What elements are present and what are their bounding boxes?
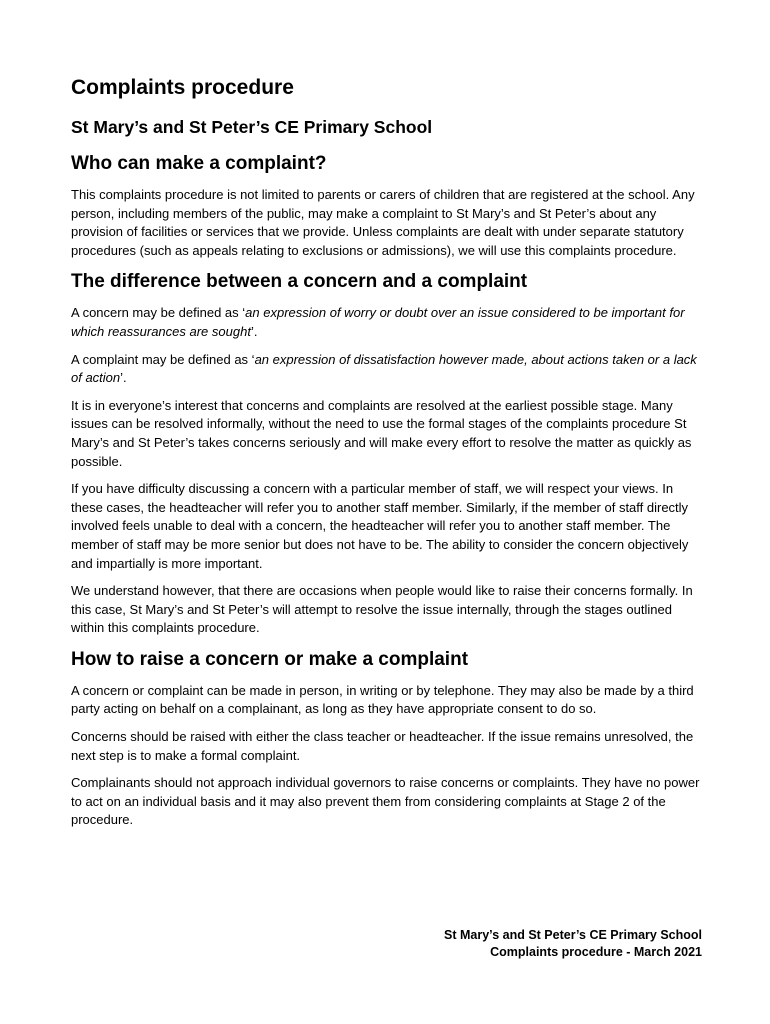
definition-suffix: ’. — [120, 370, 127, 386]
definition-suffix: ’. — [250, 323, 258, 339]
definition-quote: an expression of dissatisfaction however made, about actions taken or a lack of action — [71, 351, 697, 386]
section-heading: The difference between a concern and a complaint — [71, 271, 528, 293]
definition-quote: an expression of worry or doubt over an issue considered to be important for which reassurances are sought — [71, 305, 685, 339]
complaint-definition — [71, 351, 703, 388]
definition-prefix: A concern may be defined as ‘ — [71, 305, 246, 321]
page-footer — [444, 927, 702, 961]
footer-school-name: St Mary’s and St Peter’s CE Primary School — [444, 928, 702, 942]
section-heading: How to raise a concern or make a complaint — [71, 648, 469, 670]
section-concern-vs-complaint — [71, 269, 703, 638]
paragraph: If you have difficulty discussing a concern with a particular member of staff, we will respect your views. In these cases, the headteacher will refer you to another staff member. Similarly, if the member of staff directly involved feels unable to deal with a concern, the headteacher will refer you to another staff member. The member of staff may be more senior but does not have to be. The ability to consider the concern objectively and impartially is more important. — [71, 481, 689, 571]
definition-prefix: A complaint may be defined as ‘ — [71, 351, 255, 367]
concern-definition — [71, 304, 703, 341]
document-page — [71, 74, 703, 839]
paragraph: A concern or complaint can be made in person, in writing or by telephone. They may also be made by a third party acting on behalf on a complainant, as long as they have appropriate consent to do so. — [71, 682, 694, 717]
paragraph: Complainants should not approach individual governors to raise concerns or complaints. They have no power to act on an individual basis and it may also prevent them from considering complaints at Stage 2 of the procedure. — [71, 775, 700, 828]
school-name-heading: St Mary’s and St Peter’s CE Primary School — [71, 117, 433, 137]
paragraph: Concerns should be raised with either the class teacher or headteacher. If the issue remains unresolved, the next step is to make a formal complaint. — [71, 729, 694, 763]
document-title: Complaints procedure — [71, 76, 294, 99]
section-heading: Who can make a complaint? — [71, 153, 327, 174]
section-who-can-complain — [71, 151, 703, 260]
paragraph: It is in everyone’s interest that concerns and complaints are resolved at the earliest possible stage. Many issues can be resolved informally, without the need to use the formal stages of the complaints procedure St Mary’s and St Peter’s takes concerns seriously and will make every effort to resolve the matter as quickly as possible. — [71, 397, 692, 469]
section-how-to-raise — [71, 647, 703, 830]
footer-document-info: Complaints procedure - March 2021 — [490, 945, 702, 959]
paragraph: This complaints procedure is not limited to parents or carers of children that are registered at the school. Any person, including members of the public, may make a complaint to St Mary’s and St Peter’s about any provision of facilities or services that we provide. Unless complaints are dealt with under separate statutory procedures (such as appeals relating to exclusions or admissions), we will use this complaints procedure. — [71, 187, 695, 258]
paragraph: We understand however, that there are occasions when people would like to raise their concerns formally. In this case, St Mary’s and St Peter’s will attempt to resolve the issue internally, through the stages outlined within this complaints procedure. — [71, 583, 693, 636]
